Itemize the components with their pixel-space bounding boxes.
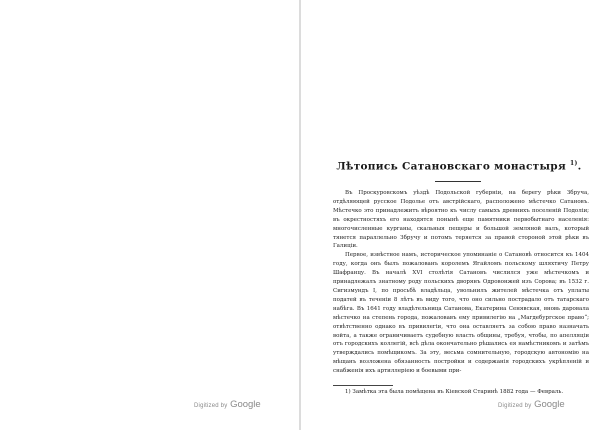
body-text bbox=[333, 189, 589, 376]
title-text: Лѣтопись Сатановскаго монастыря bbox=[336, 160, 567, 173]
watermark-prefix: Digitized by bbox=[498, 403, 532, 409]
footnote-divider bbox=[333, 385, 393, 386]
watermark-brand: Google bbox=[230, 399, 261, 410]
watermark-prefix: Digitized by bbox=[194, 403, 228, 409]
page-title: Лѣтопись Сатановскаго монастыря $^{1)}$. bbox=[336, 160, 582, 173]
footnote bbox=[333, 388, 589, 397]
paragraph-1: Въ Проскуровскомъ уѣздѣ Подольской губерніи, на берегу рѣки Збруча, отдѣляющей русское Подолье отъ австрійскаго, расположено мѣстечко Сатановъ. Мѣстечко это принадлежитъ вѣроятно къ числу самыхъ древнихъ поселеній Подоліи; въ окрестностяхъ его находятся понынѣ еще памятники первобытнаго населенія: многочисленные курганы, скальныя пещеры и большой земляной валъ, который тянется параллельно Збручу и потомъ теряется за правой стороной этой рѣки въ Галиціи. bbox=[333, 190, 589, 250]
watermark-left bbox=[194, 399, 261, 410]
footnote-text: 1) Замѣтка эта была помѣщена въ Кіевской Старинѣ 1882 года — Февраль. bbox=[345, 389, 564, 395]
left-page bbox=[0, 0, 299, 430]
paragraph-2: Первое, извѣстное намъ, историческое упоминаніе о Сатановѣ относится къ 1404 году, когда онъ былъ пожалованъ королемъ Ягайломъ польскому шляхтичу Петру Шафранцу. Въ началѣ XVI столѣтія Сатановъ числился уже мѣстечкомъ и принадлежалъ знатному роду польскихъ дворянъ Одровонжей изъ Сорова; въ 1532 г. Сигизмундъ I, по просьбѣ владѣльца, увольнилъ жителей мѣстечка отъ уплаты податей въ теченіи 8 лѣтъ въ виду того, что оно сильно пострадало отъ татарскаго набѣга. Въ 1641 году владѣтельница Сатанова, Екатерина Сенявская, вновь даровала мѣстечко на степень города, пожаловавъ ему привилегію на „Магдебургское право“; отвѣтственно однако въ привилегіи, что она оставляетъ за собою право назначать войта, а также ограничиваетъ судебную власть общины, требуя, чтобы, по апелляціи отъ городскихъ коллегій, всѣ дѣла окончательно рѣшались ея намѣстникомъ и затѣмъ утверждались помѣщикомъ. За эту, весьма сомнительную, городскую автономію на мѣщанъ возложена обязанность постройки и содержанія городскихъ укрѣпленій и снабженія ихъ артиллеріею и боевыми при- bbox=[333, 252, 589, 375]
watermark-brand: Google bbox=[534, 399, 565, 410]
watermark-right bbox=[498, 399, 565, 410]
right-page bbox=[301, 0, 600, 430]
title-footnote-mark: 1) bbox=[569, 160, 578, 167]
title-divider bbox=[435, 181, 481, 182]
